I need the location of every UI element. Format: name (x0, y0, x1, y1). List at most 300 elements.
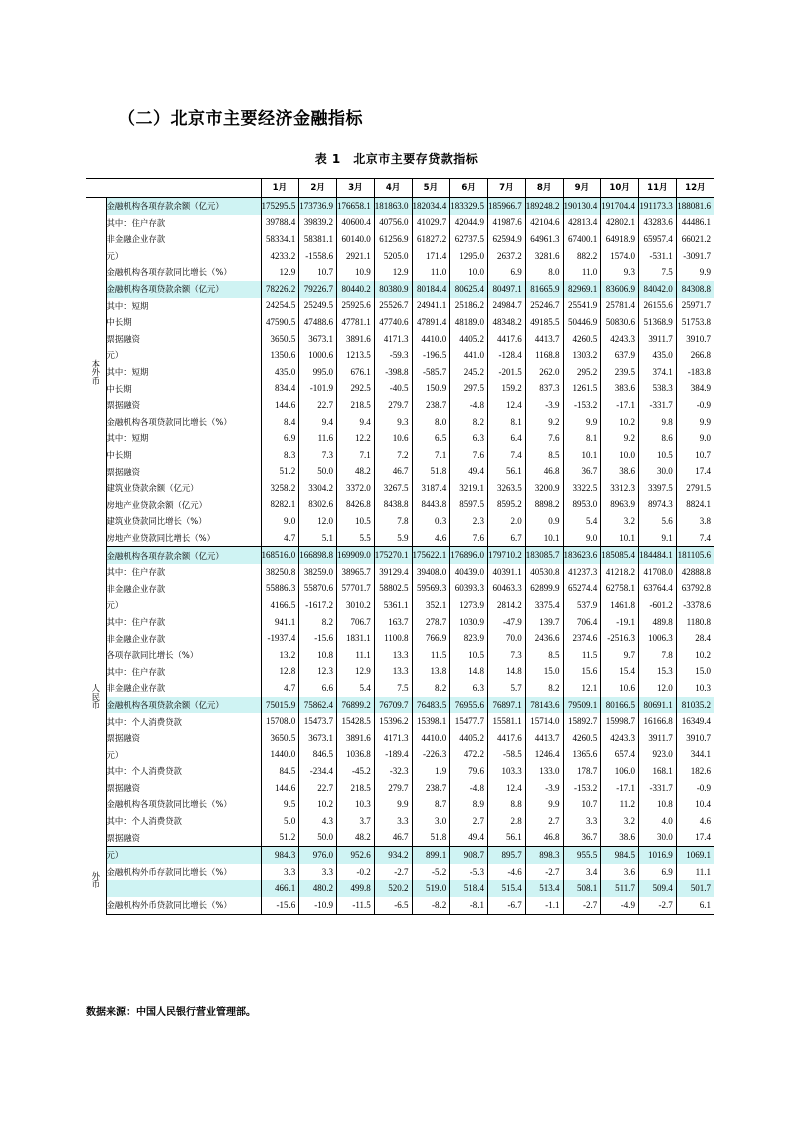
cell-value: 11.0 (412, 264, 450, 281)
cell-value: 10.7 (299, 264, 337, 281)
cell-value: 218.5 (337, 780, 375, 797)
cell-value: 5361.1 (374, 597, 412, 614)
cell-value: 12.9 (337, 664, 375, 681)
cell-value: 12.4 (488, 397, 526, 414)
cell-value: 3267.5 (374, 480, 412, 497)
table-row (86, 747, 714, 764)
cell-value: 10.0 (450, 264, 488, 281)
cell-value: 17.4 (676, 830, 714, 847)
table-row (86, 281, 714, 298)
cell-value: 15714.0 (525, 713, 563, 730)
cell-value: -1937.4 (261, 630, 299, 647)
cell-value: 14.8 (450, 664, 488, 681)
row-label: 其中：住户存款 (106, 666, 166, 677)
cell-value: 7.5 (639, 264, 677, 281)
cell-value: 182034.4 (412, 198, 450, 215)
cell-value: 6.9 (261, 430, 299, 447)
cell-value: 238.7 (412, 780, 450, 797)
cell-value: 8.1 (488, 414, 526, 431)
cell-value: 846.5 (299, 747, 337, 764)
table-row (86, 513, 714, 530)
cell-value: 42104.6 (525, 215, 563, 232)
cell-value: 51.2 (261, 464, 299, 481)
cell-value: 10.6 (601, 680, 639, 697)
cell-value: 245.2 (450, 364, 488, 381)
cell-value: 7.8 (374, 513, 412, 530)
cell-value: 17.4 (676, 464, 714, 481)
cell-value: 4405.2 (450, 730, 488, 747)
table-caption: 表 1 北京市主要存贷款指标 (314, 152, 479, 166)
cell-value: -10.9 (299, 897, 337, 914)
cell-value: 8824.1 (676, 497, 714, 514)
cell-value: -5.3 (450, 864, 488, 881)
cell-value: 10.3 (337, 796, 375, 813)
cell-value: 472.2 (450, 747, 488, 764)
cell-value: 3312.3 (601, 480, 639, 497)
cell-value: -4.9 (601, 897, 639, 914)
cell-value: 36.7 (563, 830, 601, 847)
cell-value: -2.7 (374, 864, 412, 881)
cell-value: 24941.1 (412, 298, 450, 315)
cell-value: -15.6 (261, 897, 299, 914)
cell-value: 75862.4 (299, 697, 337, 714)
cell-value: 10.7 (676, 447, 714, 464)
cell-value: 159.2 (488, 381, 526, 398)
cell-value: -196.5 (412, 347, 450, 364)
cell-value: 48348.2 (488, 314, 526, 331)
row-label: 其中：住户存款 (106, 217, 166, 228)
cell-value: 169909.0 (337, 547, 375, 564)
cell-value: -4.6 (488, 864, 526, 881)
cell-value: 9.8 (639, 414, 677, 431)
cell-value: 4260.5 (563, 730, 601, 747)
cell-value: 515.4 (488, 880, 526, 897)
cell-value: 51368.9 (639, 314, 677, 331)
row-label: 金融机构外币贷款同比增长（%） (106, 897, 261, 914)
cell-value: 5205.0 (374, 248, 412, 265)
cell-value: 3.6 (601, 864, 639, 881)
row-label: 非金融企业存款 (106, 583, 166, 594)
cell-value: 63764.4 (639, 581, 677, 598)
cell-value: 3219.1 (450, 480, 488, 497)
cell-value: 48.2 (337, 830, 375, 847)
cell-value: 441.0 (450, 347, 488, 364)
cell-value: 1831.1 (337, 630, 375, 647)
cell-value: 15473.7 (299, 713, 337, 730)
cell-value: 64961.3 (525, 231, 563, 248)
table-row (86, 847, 714, 864)
cell-value: -3378.6 (676, 597, 714, 614)
cell-value: 9.2 (601, 430, 639, 447)
table-row (86, 497, 714, 514)
cell-value: 58802.5 (374, 581, 412, 598)
cell-value: 82969.1 (563, 281, 601, 298)
cell-value: 7.3 (299, 447, 337, 464)
cell-value: 7.5 (374, 680, 412, 697)
cell-value: 1030.9 (450, 614, 488, 631)
cell-value: 383.6 (601, 381, 639, 398)
cell-value: 8.0 (412, 414, 450, 431)
month-header: 5月 (412, 179, 450, 198)
cell-value: 15892.7 (563, 713, 601, 730)
cell-value: 80691.1 (639, 697, 677, 714)
cell-value: 3.2 (601, 813, 639, 830)
cell-value: 2.0 (488, 513, 526, 530)
cell-value: -0.2 (337, 864, 375, 881)
cell-value: 3258.2 (261, 480, 299, 497)
table-body (86, 198, 714, 915)
row-label: 中长期 (106, 383, 132, 394)
cell-value: -11.5 (337, 897, 375, 914)
cell-value: 11.1 (676, 864, 714, 881)
row-label: 金融机构各项存款余额（亿元） (106, 198, 261, 215)
cell-value: 8.7 (412, 796, 450, 813)
cell-value: 4405.2 (450, 331, 488, 348)
cell-value: 1.9 (412, 763, 450, 780)
row-label: 非金融企业存款 (106, 234, 166, 245)
cell-value: 168516.0 (261, 547, 299, 564)
cell-value: 3911.7 (639, 730, 677, 747)
cell-value: 183085.7 (525, 547, 563, 564)
table-row (86, 581, 714, 598)
cell-value: 637.9 (601, 347, 639, 364)
cell-value: 47590.5 (261, 314, 299, 331)
cell-value: 384.9 (676, 381, 714, 398)
cell-value: 13.3 (374, 664, 412, 681)
cell-value: 15998.7 (601, 713, 639, 730)
cell-value: -331.7 (639, 397, 677, 414)
cell-value: 39129.4 (374, 564, 412, 581)
row-label: 其中：住户存款 (106, 567, 166, 578)
cell-value: 511.7 (601, 880, 639, 897)
cell-value: 8.8 (488, 796, 526, 813)
cell-value: 15.6 (563, 664, 601, 681)
cell-value: 657.4 (601, 747, 639, 764)
cell-value: 9.4 (337, 414, 375, 431)
cell-value: 537.9 (563, 597, 601, 614)
cell-value: 538.3 (639, 381, 677, 398)
cell-value: 2.3 (450, 513, 488, 530)
table-row (86, 231, 714, 248)
cell-value: 8963.9 (601, 497, 639, 514)
cell-value: 9.0 (261, 513, 299, 530)
cell-value: 182.6 (676, 763, 714, 780)
cell-value: 40600.4 (337, 215, 375, 232)
cell-value: 8974.3 (639, 497, 677, 514)
cell-value: 10.8 (299, 647, 337, 664)
cell-value: 78143.6 (525, 697, 563, 714)
cell-value: 2.8 (488, 813, 526, 830)
cell-value: 12.2 (337, 430, 375, 447)
cell-value: 10.9 (337, 264, 375, 281)
cell-value: 30.0 (639, 830, 677, 847)
cell-value: 41237.3 (563, 564, 601, 581)
row-label: 金融机构各项贷款同比增长（%） (106, 799, 232, 810)
cell-value: 12.8 (261, 664, 299, 681)
cell-value: 9.4 (299, 414, 337, 431)
cell-value: 4.7 (261, 680, 299, 697)
cell-value: 7.2 (374, 447, 412, 464)
cell-value: 8426.8 (337, 497, 375, 514)
cell-value: 266.8 (676, 347, 714, 364)
row-label: 非金融企业存款 (106, 633, 166, 644)
cell-value: 185085.4 (601, 547, 639, 564)
cell-value: 8.2 (525, 680, 563, 697)
cell-value: 189248.2 (525, 198, 563, 215)
cell-value: 895.7 (488, 847, 526, 864)
cell-value: 11.2 (601, 796, 639, 813)
cell-value: 3.2 (601, 513, 639, 530)
cell-value: 10.5 (450, 647, 488, 664)
cell-value: 2814.2 (488, 597, 526, 614)
cell-value: -201.5 (488, 364, 526, 381)
table-row (86, 713, 714, 730)
cell-value: 8.1 (563, 430, 601, 447)
cell-value: 144.6 (261, 397, 299, 414)
table-row (86, 680, 714, 697)
cell-value: 78226.2 (261, 281, 299, 298)
cell-value: 59569.3 (412, 581, 450, 598)
table-row (86, 864, 714, 881)
cell-value: 55870.6 (299, 581, 337, 598)
cell-value: 1440.0 (261, 747, 299, 764)
cell-value: 295.2 (563, 364, 601, 381)
cell-value: 6.1 (676, 897, 714, 914)
cell-value: 4410.0 (412, 730, 450, 747)
row-label: 其中：短期 (106, 367, 149, 378)
row-label: 元） (106, 250, 124, 261)
cell-value: 6.9 (639, 864, 677, 881)
cell-value: -15.6 (299, 630, 337, 647)
month-header: 12月 (676, 179, 714, 198)
cell-value: 8.2 (412, 680, 450, 697)
row-label: 元） (106, 350, 124, 361)
cell-value: 12.9 (261, 264, 299, 281)
cell-value: 9.0 (676, 430, 714, 447)
cell-value: 4243.3 (601, 331, 639, 348)
cell-value: 4171.3 (374, 730, 412, 747)
cell-value: 0.9 (525, 513, 563, 530)
month-header-row (86, 179, 714, 198)
cell-value: 163.7 (374, 614, 412, 631)
cell-value: 47891.4 (412, 314, 450, 331)
cell-value: 3375.4 (525, 597, 563, 614)
cell-value: 2921.1 (337, 248, 375, 265)
cell-value: -3.9 (525, 397, 563, 414)
cell-value: -226.3 (412, 747, 450, 764)
cell-value: 3911.7 (639, 331, 677, 348)
cell-value: 40530.8 (525, 564, 563, 581)
cell-value: 5.4 (563, 513, 601, 530)
cell-value: 50446.9 (563, 314, 601, 331)
cell-value: 984.3 (261, 847, 299, 864)
cell-value: -4.8 (450, 780, 488, 797)
cell-value: -234.4 (299, 763, 337, 780)
cell-value: 9.9 (563, 414, 601, 431)
cell-value: 49.4 (450, 464, 488, 481)
cell-value: -585.7 (412, 364, 450, 381)
cell-value: 25971.7 (676, 298, 714, 315)
table-row (86, 897, 714, 914)
cell-value: 3.3 (261, 864, 299, 881)
cell-value: 8.2 (299, 614, 337, 631)
table-row (86, 364, 714, 381)
cell-value: 9.3 (601, 264, 639, 281)
cell-value: 26155.6 (639, 298, 677, 315)
cell-value: 4.6 (412, 530, 450, 547)
cell-value: 181105.6 (676, 547, 714, 564)
cell-value: 279.7 (374, 397, 412, 414)
cell-value: 42802.1 (601, 215, 639, 232)
month-header: 10月 (601, 179, 639, 198)
cell-value: 42813.4 (563, 215, 601, 232)
table-row (86, 664, 714, 681)
cell-value: 6.4 (488, 430, 526, 447)
cell-value: 10.2 (299, 796, 337, 813)
cell-value: 15708.0 (261, 713, 299, 730)
cell-value: 676.1 (337, 364, 375, 381)
cell-value: 3397.5 (639, 480, 677, 497)
cell-value: 12.3 (299, 664, 337, 681)
row-label: 非金融企业存款 (106, 683, 166, 694)
cell-value: 2436.6 (525, 630, 563, 647)
cell-value: 12.0 (639, 680, 677, 697)
cell-value: -0.9 (676, 397, 714, 414)
cell-value: 66021.2 (676, 231, 714, 248)
cell-value: 56.1 (488, 830, 526, 847)
cell-value: 15581.1 (488, 713, 526, 730)
cell-value: 11.5 (563, 647, 601, 664)
cell-value: 15477.7 (450, 713, 488, 730)
cell-value: 6.6 (299, 680, 337, 697)
cell-value: 50.0 (299, 464, 337, 481)
cell-value: 5.9 (374, 530, 412, 547)
cell-value: -3091.7 (676, 248, 714, 265)
cell-value: 62758.1 (601, 581, 639, 598)
cell-value: -531.1 (639, 248, 677, 265)
row-label: 建筑业贷款同比增长（%） (106, 516, 207, 527)
cell-value: 218.5 (337, 397, 375, 414)
cell-value: 62594.9 (488, 231, 526, 248)
cell-value: 1246.4 (525, 747, 563, 764)
cell-value: 3891.6 (337, 730, 375, 747)
cell-value: 9.5 (261, 796, 299, 813)
table-row (86, 547, 714, 564)
cell-value: 10.5 (337, 513, 375, 530)
cell-value: 46.7 (374, 830, 412, 847)
cell-value: 489.8 (639, 614, 677, 631)
cell-value: 4233.2 (261, 248, 299, 265)
cell-value: 7.8 (639, 647, 677, 664)
cell-value: 39408.0 (412, 564, 450, 581)
cell-value: 64918.9 (601, 231, 639, 248)
cell-value: 4.7 (261, 530, 299, 547)
cell-value: 46.8 (525, 830, 563, 847)
cell-value: 898.3 (525, 847, 563, 864)
section-label: 本 外 币 (86, 198, 106, 547)
cell-value: 191704.4 (601, 198, 639, 215)
cell-value: 42888.8 (676, 564, 714, 581)
table-row (86, 480, 714, 497)
cell-value: -45.2 (337, 763, 375, 780)
cell-value: 16166.8 (639, 713, 677, 730)
cell-value: -2.7 (563, 897, 601, 914)
cell-value: 1574.0 (601, 248, 639, 265)
cell-value: -0.9 (676, 780, 714, 797)
cell-value: 10.6 (374, 430, 412, 447)
cell-value: 837.3 (525, 381, 563, 398)
cell-value: 518.4 (450, 880, 488, 897)
cell-value: 61827.2 (412, 231, 450, 248)
row-label: 票据融资 (106, 733, 140, 744)
cell-value: 12.0 (299, 513, 337, 530)
cell-value: 7.6 (450, 447, 488, 464)
month-header: 8月 (525, 179, 563, 198)
cell-value: 47781.1 (337, 314, 375, 331)
cell-value: 15.4 (601, 664, 639, 681)
table-row (86, 630, 714, 647)
cell-value: -4.8 (450, 397, 488, 414)
section-heading: （二）北京市主要经济金融指标 (118, 109, 363, 129)
cell-value: 11.1 (337, 647, 375, 664)
cell-value: 8.4 (261, 414, 299, 431)
cell-value: 84308.8 (676, 281, 714, 298)
cell-value: 57701.7 (337, 581, 375, 598)
row-label: 金融机构各项贷款余额（亿元） (106, 281, 261, 298)
table-row (86, 331, 714, 348)
cell-value: 435.0 (261, 364, 299, 381)
cell-value: 168.1 (639, 763, 677, 780)
cell-value: 292.5 (337, 381, 375, 398)
cell-value: 183623.6 (563, 547, 601, 564)
cell-value: -17.1 (601, 780, 639, 797)
cell-value: 706.4 (563, 614, 601, 631)
cell-value: 3.3 (563, 813, 601, 830)
cell-value: -6.7 (488, 897, 526, 914)
cell-value: 5.1 (299, 530, 337, 547)
row-label: 金融机构各项存款余额（亿元） (106, 547, 261, 564)
cell-value: 2.7 (450, 813, 488, 830)
cell-value: 3910.7 (676, 730, 714, 747)
cell-value: 1365.6 (563, 747, 601, 764)
cell-value: 6.7 (488, 530, 526, 547)
cell-value: 7.6 (450, 530, 488, 547)
cell-value: -47.9 (488, 614, 526, 631)
deposit-loan-table (86, 178, 714, 915)
cell-value: 61256.9 (374, 231, 412, 248)
cell-value: 70.0 (488, 630, 526, 647)
cell-value: 0.3 (412, 513, 450, 530)
cell-value: 4.6 (676, 813, 714, 830)
cell-value: 184484.1 (639, 547, 677, 564)
cell-value: 3673.1 (299, 331, 337, 348)
cell-value: 7.1 (337, 447, 375, 464)
table-row (86, 813, 714, 830)
cell-value: 178.7 (563, 763, 601, 780)
cell-value: 41029.7 (412, 215, 450, 232)
cell-value: -128.4 (488, 347, 526, 364)
table-row (86, 614, 714, 631)
cell-value: 3891.6 (337, 331, 375, 348)
cell-value: 10.3 (676, 680, 714, 697)
cell-value: -183.8 (676, 364, 714, 381)
cell-value: 3.4 (563, 864, 601, 881)
cell-value: 501.7 (676, 880, 714, 897)
cell-value: 49.4 (450, 830, 488, 847)
cell-value: 22.7 (299, 780, 337, 797)
cell-value: 8953.0 (563, 497, 601, 514)
cell-value: 79.6 (450, 763, 488, 780)
